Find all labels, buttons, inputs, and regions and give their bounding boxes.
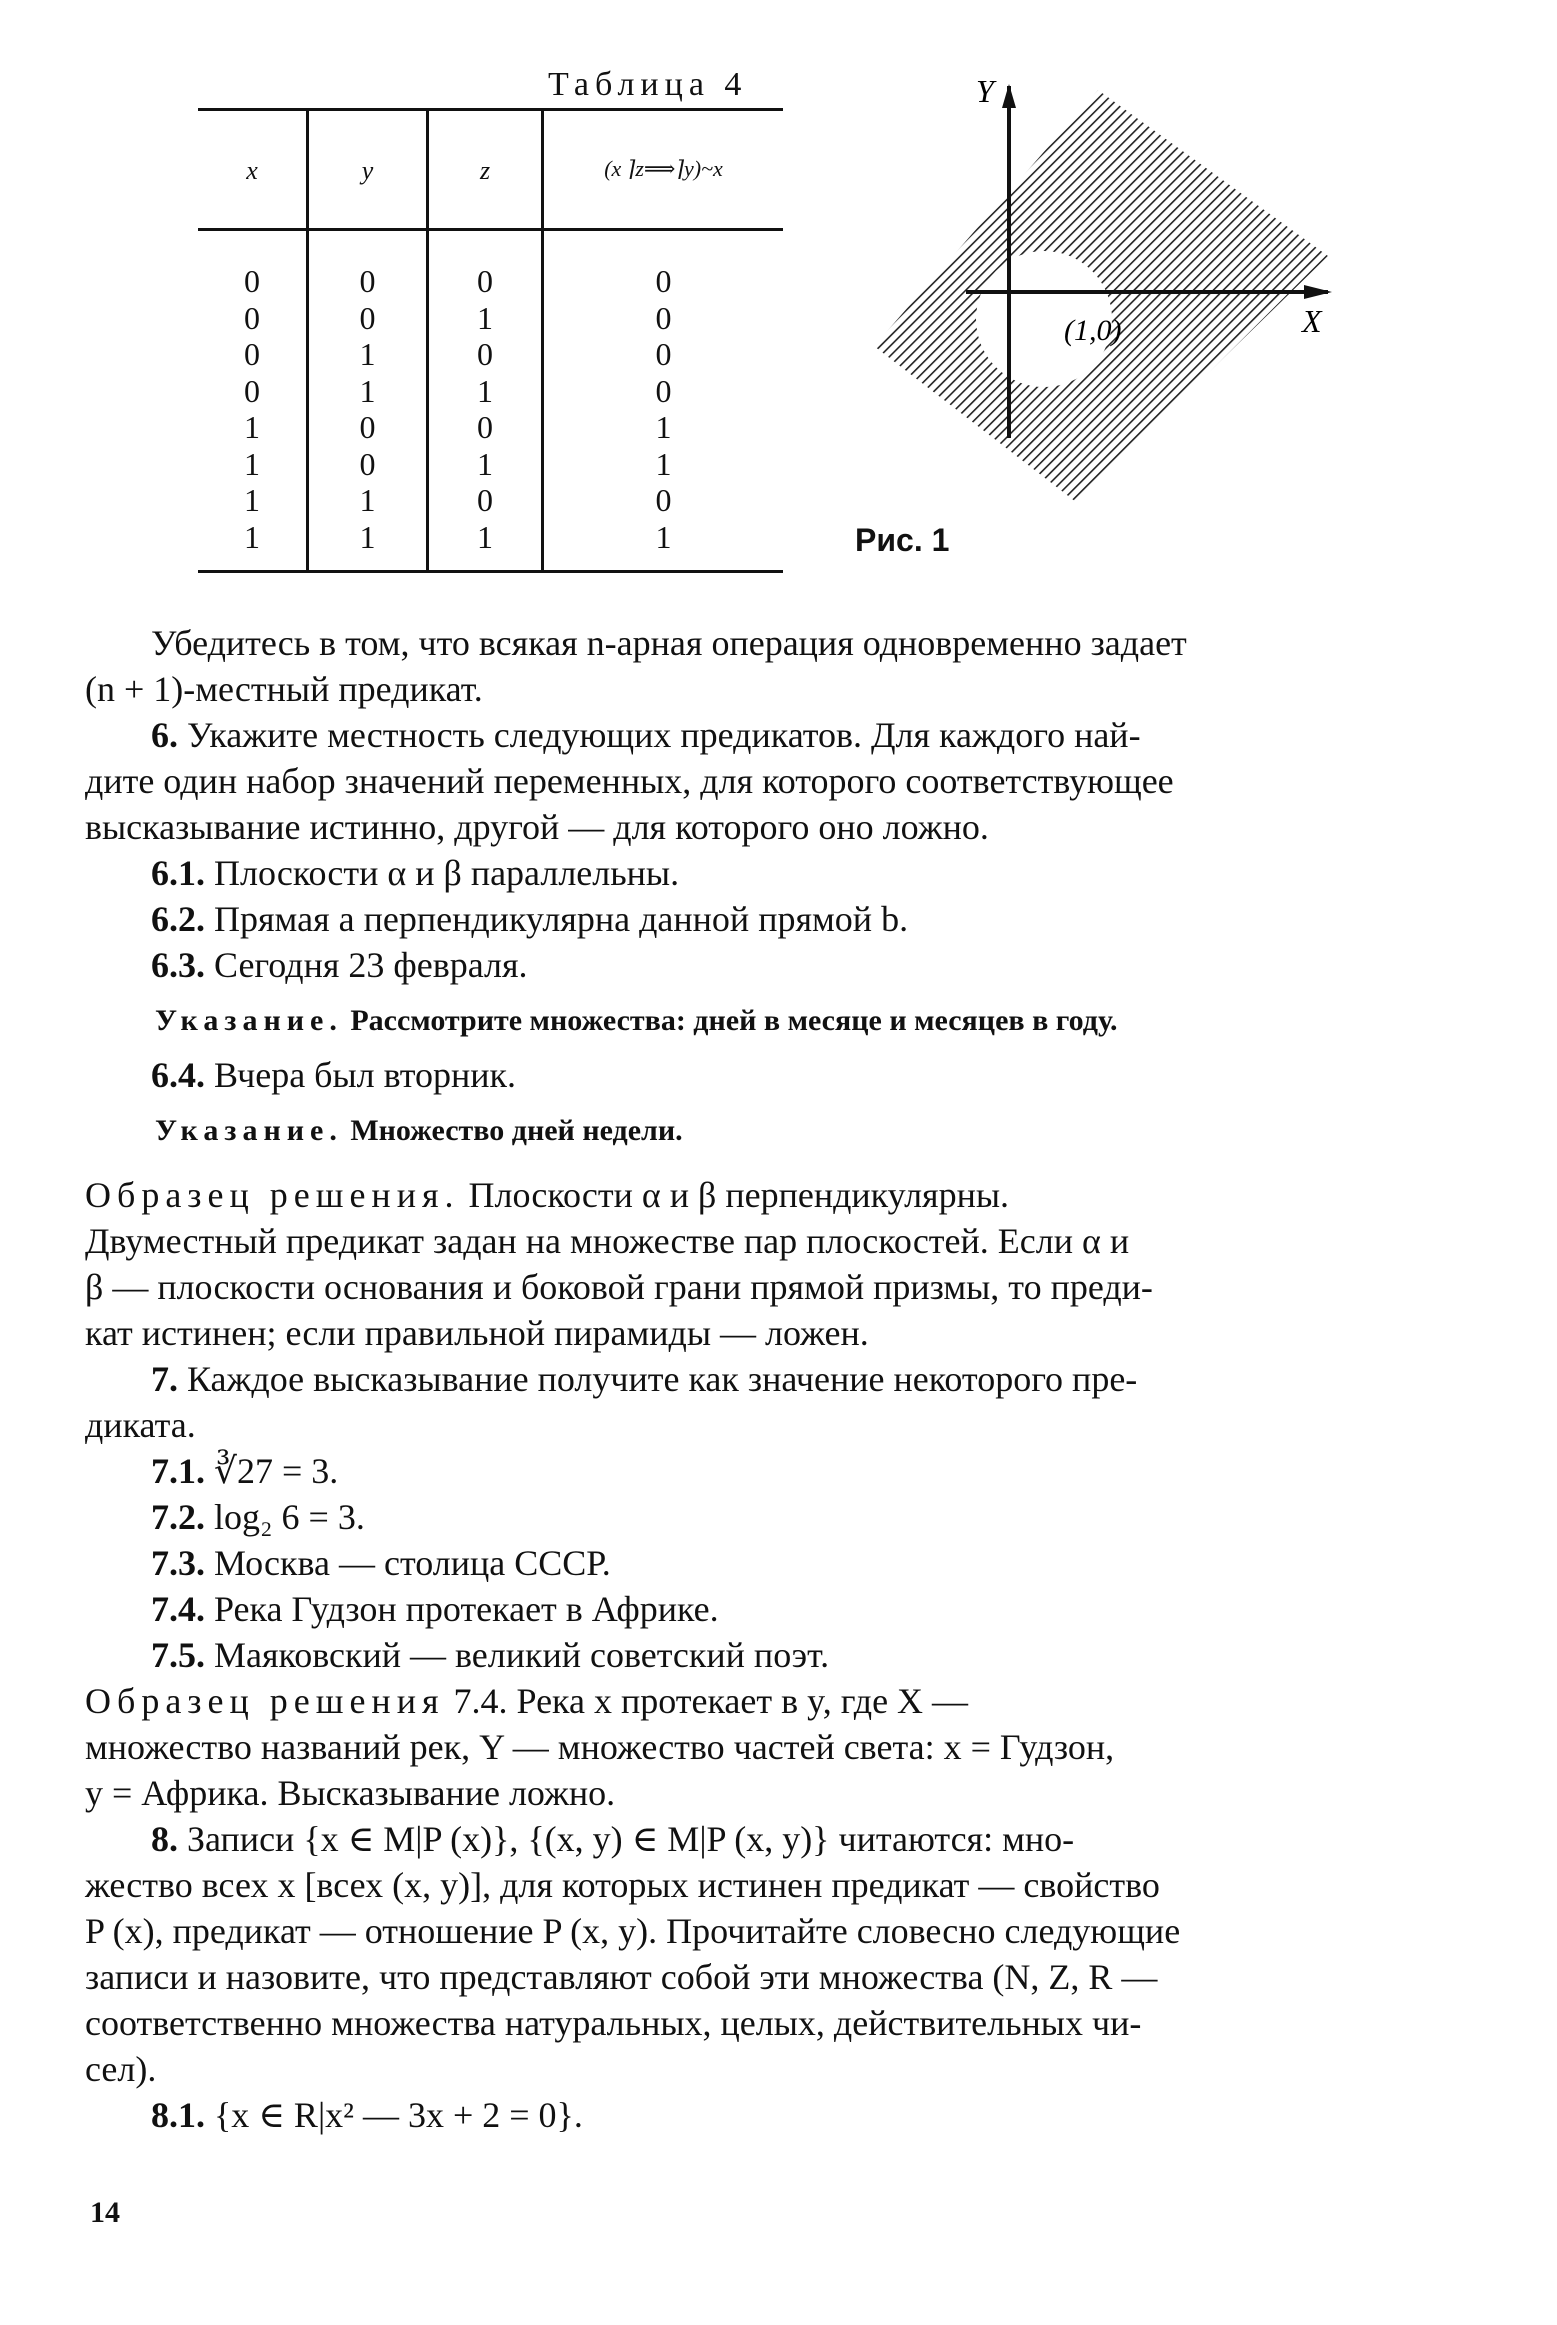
y-axis-arrow [1002, 84, 1016, 108]
hint-2 [85, 1108, 1485, 1154]
item-number: 7.3. [151, 1543, 205, 1583]
item-7-2 [85, 1494, 1485, 1540]
cell: 1 [477, 445, 493, 482]
item-text: Плоскости α и β параллельны. [214, 853, 680, 893]
cell: 1 [359, 372, 376, 409]
point-label: (1,0) [1064, 314, 1122, 347]
paragraph-line: P (x), предикат — отношение P (x, y). Прочитайте словесно следующие [85, 1911, 1181, 1951]
problem-text: Записи {x ∈ M|P (x)}, {(x, y) ∈ M|P (x, y)} читаются: мно- [187, 1819, 1075, 1859]
paragraph-line: y = Африка. Высказывание ложно. [85, 1773, 616, 1813]
hatched-region [874, 90, 1328, 502]
table-bottom-rule [198, 570, 783, 573]
paragraph-line: Убедитесь в том, что всякая n-арная операция одновременно задает [151, 623, 1187, 663]
item-7-1 [85, 1448, 1485, 1494]
item-text: Река Гудзон протекает в Африке. [214, 1589, 719, 1629]
cell: 1 [655, 445, 672, 482]
cell: 0 [477, 336, 493, 372]
item-number: 8.1. [151, 2095, 205, 2135]
item-number: 6.2. [151, 899, 205, 939]
item-7-4 [85, 1586, 1485, 1632]
cell: 0 [477, 263, 493, 299]
cell: 1 [244, 482, 260, 518]
cell: 0 [655, 336, 672, 372]
cell: 1 [477, 299, 493, 336]
item-7-3 [85, 1540, 1485, 1586]
cell: 1 [477, 518, 493, 555]
cell: 1 [477, 372, 493, 409]
column-x [198, 263, 306, 555]
hint-1 [85, 998, 1485, 1044]
paragraph-line: (n + 1)-местный предикат. [85, 669, 483, 709]
cell: 0 [244, 299, 260, 336]
header-z: z [479, 156, 491, 185]
item-number: 7.5. [151, 1635, 205, 1675]
hint-text: Множество дней недели. [350, 1114, 683, 1147]
cell: 0 [244, 263, 260, 299]
cell: 0 [244, 336, 260, 372]
item-7-5 [85, 1632, 1485, 1678]
table-header-rule [198, 228, 783, 231]
paragraph-line: β — плоскости основания и боковой грани прямой призмы, то преди- [85, 1267, 1153, 1307]
item-text: Москва — столица СССР. [214, 1543, 611, 1583]
item-6-4 [85, 1052, 1485, 1098]
page-number: 14 [90, 2196, 120, 2229]
x-axis-label: X [1302, 303, 1322, 339]
problem-text: Укажите местность следующих предикатов. Для каждого най- [187, 715, 1141, 755]
problem-text: Каждое высказывание получите как значение некоторого пре- [187, 1359, 1138, 1399]
header-x: x [246, 156, 258, 185]
item-text: log₂ 6 = 3. [214, 1497, 365, 1537]
column-result [544, 263, 783, 555]
item-6-2 [85, 896, 1485, 942]
paragraph-line: соответственно множества натуральных, целых, действительных чи- [85, 2003, 1142, 2043]
cell: 1 [244, 409, 260, 445]
item-text: Прямая a перпендикулярна данной прямой b. [214, 899, 909, 939]
column-y [309, 263, 426, 555]
paragraph-line: сел). [85, 2049, 157, 2089]
cell: 1 [244, 518, 260, 555]
item-number: 6.4. [151, 1055, 205, 1095]
item-text: ∛27 = 3. [214, 1451, 339, 1491]
example-2 [85, 1678, 1485, 1724]
header-y: y [361, 156, 374, 185]
paragraph-line: записи и назовите, что представляют собой эти множества (N, Z, R — [85, 1957, 1158, 1997]
truth-table [198, 108, 783, 574]
cell: 0 [359, 299, 376, 336]
cell: 0 [655, 263, 672, 299]
cell: 1 [655, 518, 672, 555]
item-number: 7.1. [151, 1451, 205, 1491]
x-axis-arrow [1304, 285, 1332, 299]
cell: 0 [359, 263, 376, 299]
item-text: Маяковский — великий советский поэт. [214, 1635, 830, 1675]
figure-caption: Рис. 1 [855, 522, 950, 558]
problem-number: 6. [151, 715, 178, 755]
problem-number: 8. [151, 1819, 178, 1859]
cell: 0 [655, 372, 672, 409]
item-text: Вчера был вторник. [214, 1055, 517, 1095]
cell: 0 [244, 372, 260, 409]
paragraph-line: дите один набор значений переменных, для которого соответствующее [85, 761, 1174, 801]
cell: 0 [359, 445, 376, 482]
paragraph-line: множество названий рек, Y — множество частей света: x = Гудзон, [85, 1727, 1115, 1767]
header-formula: (x ⌉z⟹⌉y)~x [604, 156, 723, 181]
item-8-1 [85, 2092, 1485, 2138]
cell: 1 [655, 409, 672, 445]
table-top-rule [198, 108, 783, 111]
cell: 1 [359, 482, 376, 518]
cell: 1 [359, 336, 376, 372]
table-title: Таблица 4 [548, 66, 748, 103]
item-number: 7.2. [151, 1497, 205, 1537]
y-axis-label: Y [976, 78, 994, 109]
cell: 0 [655, 482, 672, 518]
hint-label: Указание. [155, 1004, 343, 1037]
cell: 1 [244, 445, 260, 482]
problem-6 [85, 712, 1485, 758]
example-text: Плоскости α и β перпендикулярны. [468, 1175, 1010, 1215]
item-number: 7.4. [151, 1589, 205, 1629]
example-label: Образец решения [85, 1681, 445, 1721]
figure-region [870, 78, 1350, 548]
cell: 1 [359, 518, 376, 555]
paragraph-line: жество всех x [всех (x, y)], для которых истинен предикат — свойство [85, 1865, 1160, 1905]
item-6-1 [85, 850, 1485, 896]
paragraph-line: кат истинен; если правильной пирамиды — ложен. [85, 1313, 869, 1353]
cell: 0 [359, 409, 376, 445]
cell: 0 [655, 299, 672, 336]
problem-7 [85, 1356, 1485, 1402]
paragraph-line: высказывание истинно, другой — для которого оно ложно. [85, 807, 989, 847]
item-number: 6.1. [151, 853, 205, 893]
problem-8 [85, 1816, 1485, 1862]
example-text: 7.4. Река x протекает в y, где X — [453, 1681, 969, 1721]
item-number: 6.3. [151, 945, 205, 985]
item-text: Сегодня 23 февраля. [214, 945, 528, 985]
paragraph-line: Двуместный предикат задан на множестве пар плоскостей. Если α и [85, 1221, 1130, 1261]
item-6-3 [85, 942, 1485, 988]
example-1 [85, 1172, 1485, 1218]
hint-label: Указание. [155, 1114, 343, 1147]
cell: 0 [477, 409, 493, 445]
column-z [429, 263, 541, 555]
problem-number: 7. [151, 1359, 178, 1399]
cell: 0 [477, 482, 493, 518]
hint-text: Рассмотрите множества: дней в месяце и месяцев в году. [350, 1004, 1118, 1037]
paragraph-line: диката. [85, 1405, 196, 1445]
item-text: {x ∈ R|x² — 3x + 2 = 0}. [214, 2095, 583, 2135]
example-label: Образец решения. [85, 1175, 460, 1215]
page-body [85, 620, 1485, 2138]
